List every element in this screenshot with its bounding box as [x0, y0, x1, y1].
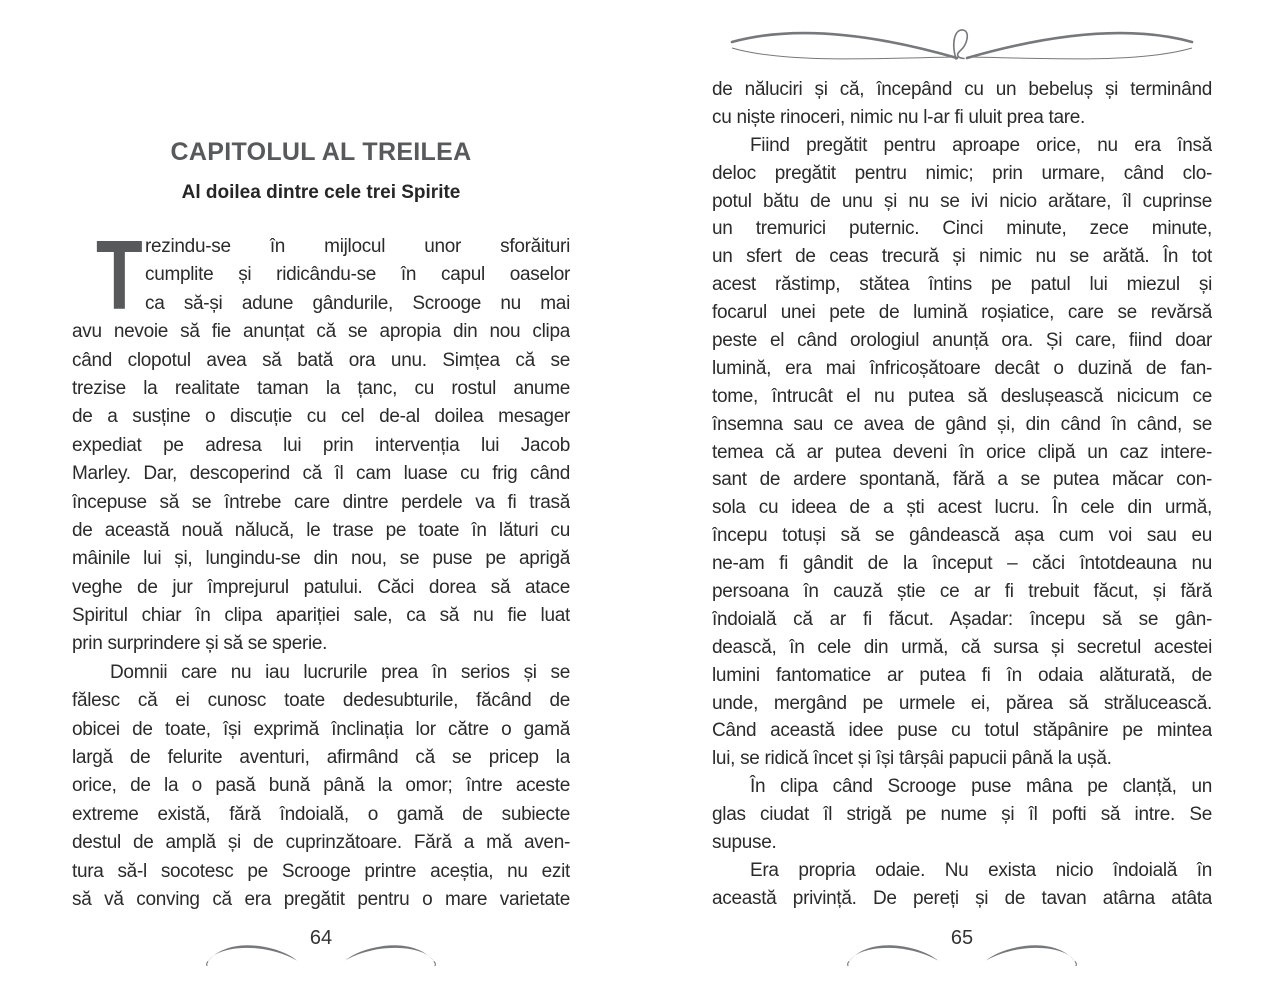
paragraph: [712, 76, 1212, 132]
text-line: Domnii care nu iau lucrurile prea în serios și se: [110, 661, 570, 683]
text-line: destul de amplă și de cuprinzătoare. Fără a mă aven-: [72, 832, 570, 854]
chapter-title: CAPITOLUL AL TREILEA: [170, 138, 472, 166]
text-line: unde, mergând pe urmele ei, părea să strălucească.: [712, 692, 1212, 714]
swash-flourish-icon: [342, 940, 438, 966]
paragraph: [72, 220, 570, 659]
text-line: lumini fantomatice ar putea fi în odaia alăturată, de: [712, 664, 1212, 686]
chapter-subtitle: Al doilea dintre cele trei Spirite: [181, 182, 461, 203]
text-line: Era propria odaie. Nu exista nicio îndoială în: [750, 859, 1212, 881]
right-page-body: [712, 76, 1212, 913]
text-line: rezindu-se în mijlocul unor sforăituri: [145, 236, 570, 257]
text-line: persoana în cauză știe ce ar fi trebuit făcut, și fără: [712, 581, 1212, 603]
text-line: această privință. De pereți și de tavan atârna atâta: [712, 887, 1212, 909]
page-footer-left: [72, 922, 570, 966]
text-line: cumplite și ridicându-se în capul oaselor: [145, 264, 570, 286]
text-line: să vă conving că era pregătit pentru o mare varietate: [72, 888, 570, 910]
page-left: [72, 0, 570, 984]
text-line: avu nevoie să fie anunțat că se apropia din nou clipa: [72, 321, 570, 343]
text-line: sant de ardere spontană, fără a se putea măcar con-: [712, 469, 1212, 491]
text-line: însemna sau ce avea de gând și, din când în când, se: [712, 413, 1212, 435]
left-page-body: [72, 220, 570, 914]
text-line: peste el când orologiul anunță ora. Și care, fiind doar: [712, 330, 1212, 352]
text-line: tura să-l socotesc pe Scrooge printre aceștia, nu ezit: [72, 860, 570, 882]
text-line: prin surprindere și să se sperie.: [72, 633, 328, 655]
text-line: începu totuși să se gândească așa cum voi sau eu: [712, 525, 1212, 547]
text-line: Spiritul chiar în clipa apariției sale, ca să nu fie luat: [72, 605, 570, 627]
text-line: orice, de la o pasă bună până la omor; între aceste: [72, 775, 570, 797]
swash-flourish-icon: [983, 940, 1079, 966]
text-line: glas ciudat îl strigă pe nume și îl pofti să intre. Se: [712, 804, 1212, 826]
text-line: de năluciri și că, începând cu un bebeluș și terminând: [712, 79, 1212, 100]
swash-flourish-icon: [845, 940, 941, 966]
paragraph: [712, 773, 1212, 857]
text-line: tome, întrucât el nu putea să deslușească nicicum ce: [712, 385, 1212, 407]
text-line: deloc pregătit pentru nimic; prin urmare, când clo-: [712, 162, 1212, 184]
text-line: sola cu ideea de a ști acest lucru. În cele din urmă,: [712, 497, 1212, 519]
text-line: focarul unei pete de lumină roșiatice, care se revărsă: [712, 302, 1212, 324]
text-line: cu niște rinoceri, nimic nu l-ar fi uluit prea tare.: [712, 106, 1086, 128]
text-line: acest răstimp, stătea întins pe patul lui miezul și: [712, 274, 1212, 296]
text-line: ca să-și adune gândurile, Scrooge nu mai: [145, 292, 570, 314]
text-line: Marley. Dar, descoperind că îl cam luase cu frig când: [72, 463, 570, 485]
text-line: trezise la realitate taman la țanc, cu rostul anume: [72, 377, 570, 399]
text-line: fălesc că ei cunosc toate dedesubturile, făcând de: [72, 690, 570, 712]
text-line: expediat pe adresa lui prin intervenția lui Jacob: [72, 434, 570, 456]
text-line: obicei de toate, își exprimă înclinația lor către o gamă: [72, 718, 570, 740]
text-line: mâinile lui și, lungindu-se din nou, se puse pe aprigă: [72, 548, 570, 570]
drop-cap: T: [96, 220, 143, 330]
text-line: potul bătu de unu și nu se ivi nicio arătare, îl cuprinse: [712, 190, 1212, 212]
text-line: temea că ar putea deveni în orice clipă un caz intere-: [712, 441, 1212, 463]
text-line: de a susține o discuție cu cel de-al doilea mesager: [72, 406, 570, 428]
text-line: În clipa când Scrooge puse mâna pe clanță, un: [750, 776, 1212, 798]
text-line: lumină, era mai înfricoșătoare decât o duzină de fan-: [712, 357, 1212, 379]
text-line: lui, se ridică încet și își târșâi papucii până la ușă.: [712, 748, 1112, 770]
text-line: de această nouă nălucă, le trase pe toate în lături cu: [72, 519, 570, 541]
text-line: veghe de jur împrejurul patului. Căci dorea să atace: [72, 576, 570, 598]
page-right: [712, 0, 1212, 984]
text-line: dească, în cele din urmă, că sursa și secretul acestei: [712, 636, 1212, 658]
text-line: îndoială că ar fi făcut. Așadar: începu să se gân-: [712, 608, 1212, 630]
text-line: ne-am fi gândit de la început – căci întotdeauna nu: [712, 553, 1212, 575]
text-line: un sfert de ceas trecură și nimic nu se arătă. În tot: [712, 246, 1212, 268]
swash-flourish-icon: [204, 940, 300, 966]
text-line: extreme există, fără îndoială, o gamă de subiecte: [72, 803, 570, 825]
paragraph: [712, 132, 1212, 773]
text-line: Când această idee puse cu totul stăpânire pe mintea: [712, 720, 1212, 742]
text-line: când clopotul avea să bată ora unu. Simțea că se: [72, 349, 570, 371]
page-footer-right: [712, 922, 1212, 966]
page-number-left: 64: [309, 927, 333, 949]
text-line: largă de felurite aventuri, afirmând că se pricep la: [72, 747, 570, 769]
text-line: începuse să se întrebe care dintre perdele va fi trasă: [72, 491, 570, 513]
paragraph: [712, 857, 1212, 913]
text-line: Fiind pregătit pentru aproape orice, nu era însă: [750, 134, 1212, 156]
paragraph: [72, 659, 570, 915]
page-number-right: 65: [950, 927, 974, 949]
text-line: supuse.: [712, 832, 777, 854]
text-line: un tremurici puternic. Cinci minute, zece minute,: [712, 218, 1212, 240]
calligraphic-flourish-icon: [727, 22, 1197, 68]
